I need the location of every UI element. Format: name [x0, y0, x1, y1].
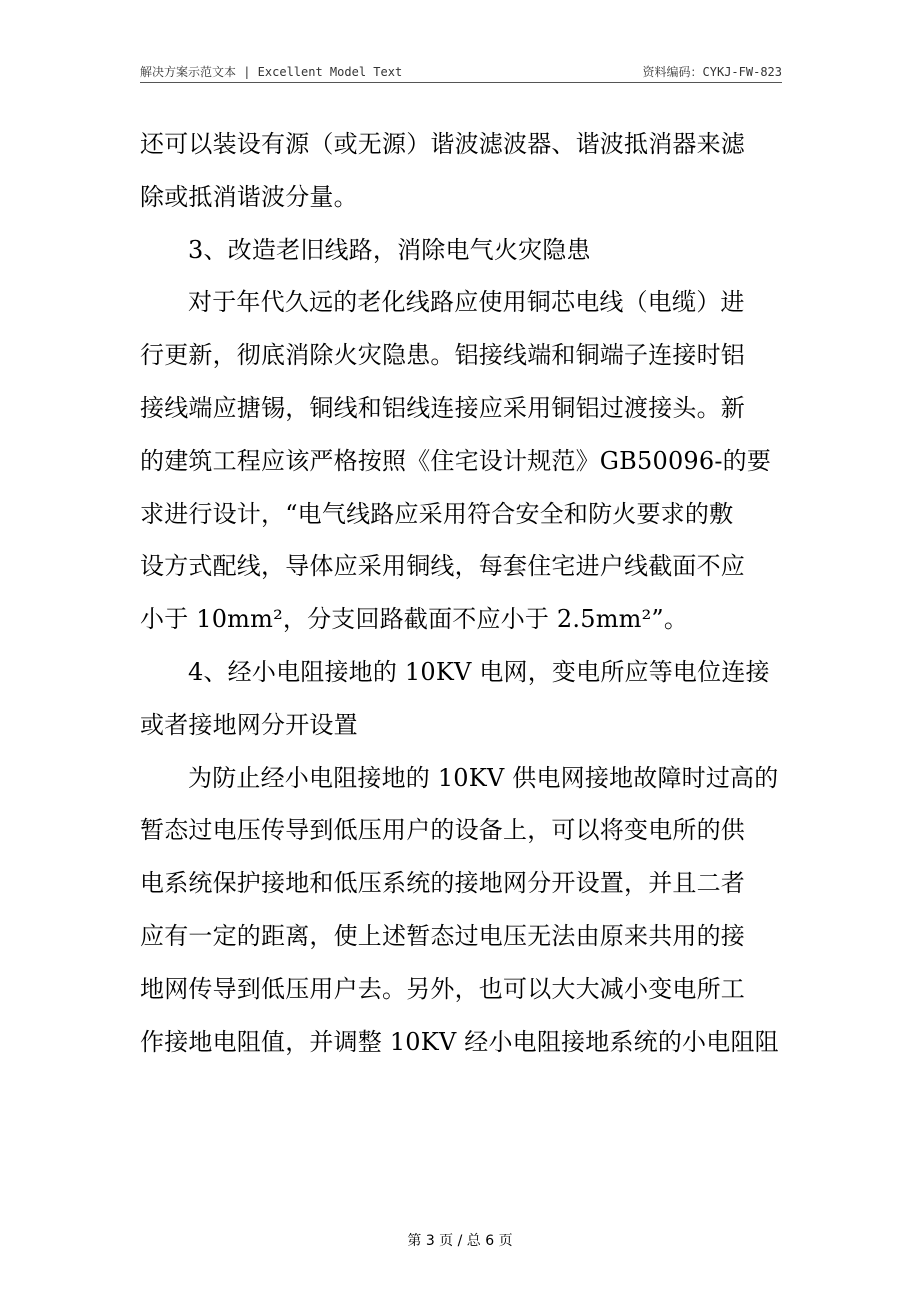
paragraph-grounding: 为防止经小电阻接地的 10KV 供电网接地故障时过高的 暂态过电压传导到低压用户的设备上，可以将变电所的供 电系统保护接地和低压系统的接地网分开设置，并且二者 应有一定的距离，使上述暂态过电压无法由原来共用的接 地网传导到低压用户去。另外，也可以大大减小变电所工 作接地电阻值，并调整 10KV 经小电阻接地系统的小电阻阻: [140, 763, 779, 1056]
paragraph-old-wiring: 对于年代久远的老化线路应使用铜芯电线（电缆）进 行更新，彻底消除火灾隐患。铝接线端和铜端子连接时铝 接线端应搪锡，铜线和铝线连接应采用铜铝过渡接头。新 的建筑工程应该严格按照《住宅设计规范》GB50096-的要 求进行设计，“电气线路应采用符合安全和防火要求的敷 设方式配线，导体应采用铜线，每套住宅进户线截面不应 小于 10mm²，分支回路截面不应小于 2.5mm²”。: [140, 288, 772, 634]
paragraph-continuation: 还可以装设有源（或无源）谐波滤波器、谐波抵消器来滤 除或抵消谐波分量。: [140, 130, 745, 211]
header-title: 解决方案示范文本 | Excellent Model Text: [140, 65, 403, 79]
document-body: [140, 118, 780, 1068]
page-header: [140, 60, 782, 83]
section-heading-4: 4、经小电阻接地的 10KV 电网，变电所应等电位连接 或者接地网分开设置: [140, 657, 770, 739]
document-code: 资料编码：CYKJ-FW-823: [642, 65, 782, 79]
page-number: 第 3 页 / 总 6 页: [407, 1233, 513, 1249]
section-heading-3: 3、改造老旧线路，消除电气火灾隐患: [188, 235, 591, 264]
